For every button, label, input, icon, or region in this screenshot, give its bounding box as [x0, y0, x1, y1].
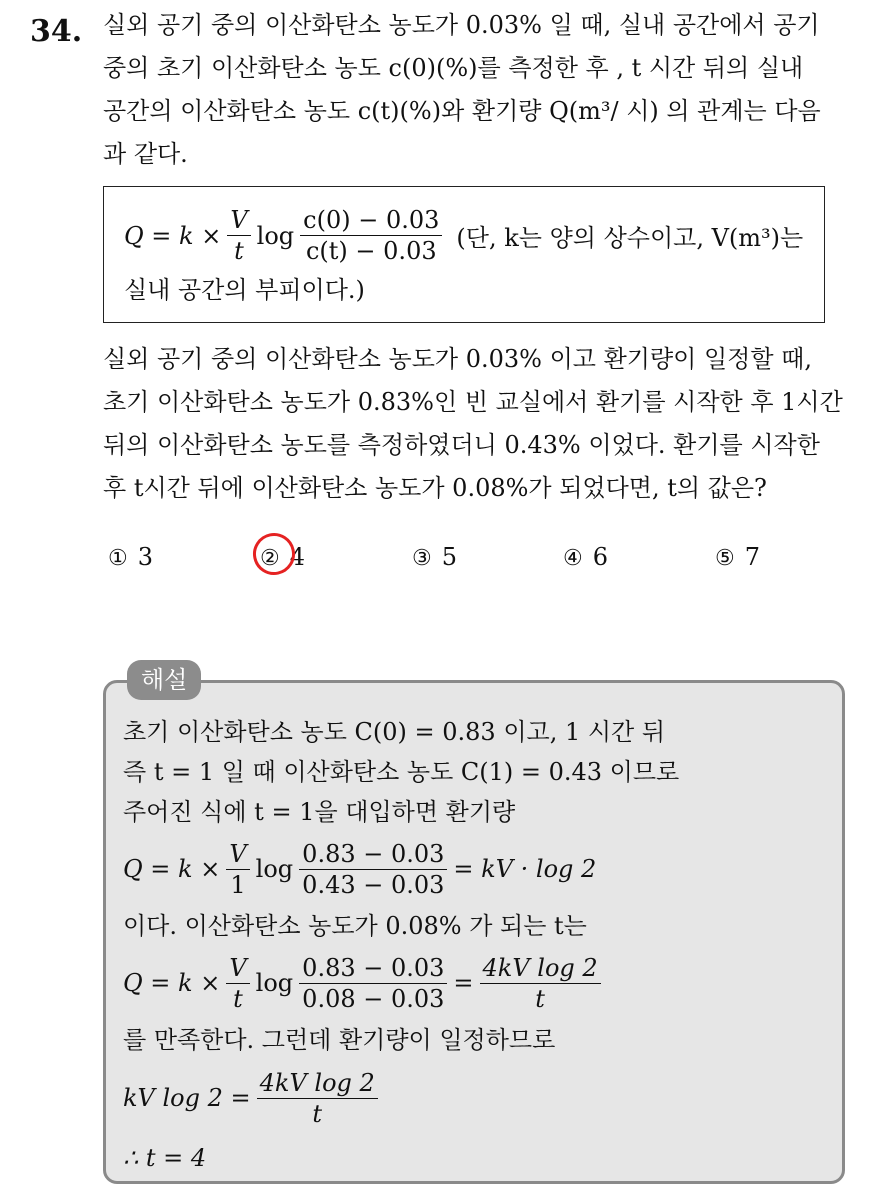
- solution-equation-2: [123, 946, 823, 1020]
- equals-sign: =: [453, 969, 474, 997]
- fraction-denominator: t: [312, 1099, 323, 1128]
- choice-5[interactable]: [715, 543, 760, 571]
- condition-line: 뒤의 이산화탄소 농도를 측정하였더니 0.43% 이었다. 환기를 시작한: [103, 431, 820, 459]
- formula-lhs: Q = k ×: [124, 221, 222, 250]
- solution-line: 주어진 식에 t = 1을 대입하면 환기량: [123, 798, 516, 826]
- solution-line: 즉 t = 1 일 때 이산화탄소 농도 C(1) = 0.43 이므로: [123, 758, 680, 786]
- answer-choices: [0, 543, 884, 583]
- fraction-denominator: t: [233, 984, 243, 1013]
- solution-equation-1: [123, 832, 823, 906]
- fraction: [257, 1068, 378, 1129]
- fraction-denominator: t: [234, 237, 244, 265]
- fraction: [299, 953, 447, 1014]
- fraction-numerator: c(0) − 0.03: [300, 205, 442, 236]
- formula-note: (단, k는 양의 상수이고, V(m³)는: [456, 224, 804, 252]
- fraction-denominator: 0.08 − 0.03: [302, 984, 445, 1013]
- choice-value: 5: [441, 543, 458, 571]
- fraction-numerator: 4kV log 2: [257, 1068, 378, 1099]
- fraction-denominator: c(t) − 0.03: [305, 237, 437, 265]
- choice-mark: ①: [108, 546, 128, 571]
- fraction-denominator: 1: [230, 870, 246, 899]
- solution-line: 이다. 이산화탄소 농도가 0.08% 가 되는 t는: [123, 912, 587, 940]
- log-symbol: log: [255, 969, 294, 997]
- fraction-v-over-t: [227, 205, 250, 266]
- choice-value: 4: [289, 543, 306, 571]
- formula-note-line2: 실내 공간의 부피이다.): [124, 276, 365, 304]
- intro-line: 공간의 이산화탄소 농도 c(t)(%)와 환기량 Q(m³/ 시) 의 관계는 다음: [103, 97, 821, 125]
- solution-equation-3: [123, 1060, 823, 1136]
- log-symbol: log: [255, 855, 294, 883]
- fraction-denominator: t: [535, 984, 545, 1013]
- solution-conclusion: ∴ t = 4: [123, 1144, 207, 1172]
- fraction-numerator: 0.83 − 0.03: [299, 839, 447, 870]
- fraction: [480, 953, 601, 1014]
- choice-mark: ②: [260, 546, 280, 571]
- condition-line: 실외 공기 중의 이산화탄소 농도가 0.03% 이고 환기량이 일정할 때,: [103, 345, 812, 373]
- intro-line: 중의 초기 이산화탄소 농도 c(0)(%)를 측정한 후 , t 시간 뒤의 실내: [103, 54, 804, 82]
- choice-value: 7: [744, 543, 761, 571]
- solution-content: [123, 712, 823, 1178]
- fraction-numerator: V: [227, 205, 250, 236]
- log-symbol: log: [256, 221, 295, 250]
- choice-value: 6: [592, 543, 609, 571]
- fraction-numerator: V: [226, 839, 249, 870]
- formula-equation: [124, 205, 803, 266]
- eq-lhs: kV log 2 =: [123, 1084, 251, 1112]
- fraction-denominator: 0.43 − 0.03: [302, 870, 445, 899]
- fraction: [299, 839, 447, 900]
- solution-line: 를 만족한다. 그런데 환기량이 일정하므로: [123, 1026, 556, 1054]
- problem-number: 34.: [30, 14, 83, 49]
- fraction-numerator: V: [226, 953, 249, 984]
- problem-condition: [103, 338, 863, 510]
- eq-lhs: Q = k ×: [123, 969, 221, 997]
- choice-mark: ③: [412, 546, 432, 571]
- problem-intro: [103, 4, 863, 176]
- choice-4[interactable]: [563, 543, 608, 571]
- eq-rhs: = kV · log 2: [453, 855, 597, 883]
- formula-box: [103, 186, 825, 323]
- choice-value: 3: [137, 543, 154, 571]
- fraction-numerator: 4kV log 2: [480, 953, 601, 984]
- fraction-numerator: 0.83 − 0.03: [299, 953, 447, 984]
- fraction: [226, 953, 249, 1014]
- fraction: [226, 839, 249, 900]
- condition-line: 후 t시간 뒤에 이산화탄소 농도가 0.08%가 되었다면, t의 값은?: [103, 474, 767, 502]
- condition-line: 초기 이산화탄소 농도가 0.83%인 빈 교실에서 환기를 시작한 후 1시간: [103, 388, 843, 416]
- intro-line: 실외 공기 중의 이산화탄소 농도가 0.03% 일 때, 실내 공간에서 공기: [103, 11, 820, 39]
- choice-1[interactable]: [108, 543, 153, 571]
- eq-lhs: Q = k ×: [123, 855, 221, 883]
- choice-3[interactable]: [412, 543, 457, 571]
- intro-line: 과 같다.: [103, 140, 188, 168]
- choice-mark: ⑤: [715, 546, 735, 571]
- solution-line: 초기 이산화탄소 농도 C(0) = 0.83 이고, 1 시간 뒤: [123, 718, 666, 746]
- solution-tag: 해설: [127, 660, 201, 700]
- fraction-concentration: [300, 205, 442, 266]
- choice-mark: ④: [563, 546, 583, 571]
